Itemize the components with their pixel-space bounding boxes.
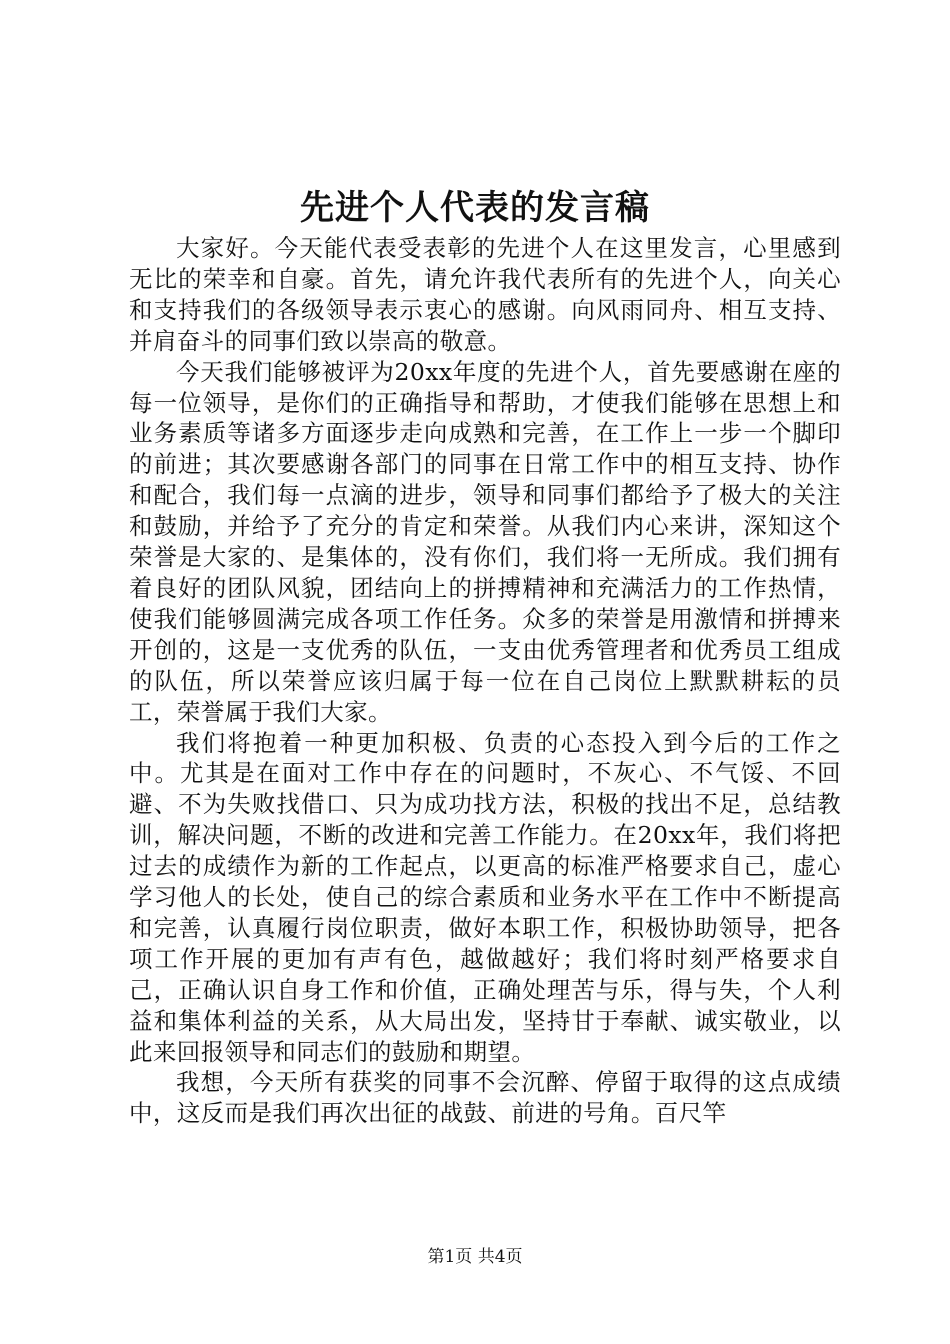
paragraph-1: 大家好。今天能代表受表彰的先进个人在这里发言，心里感到无比的荣幸和自豪。首先，请允许我代表所有的先进个人，向关心和支持我们的各级领导表示衷心的感谢。向风雨同舟、相互支持、并肩奋斗的同事们致以崇高的敬意。 [129, 234, 841, 355]
paragraph-3: 我们将抱着一种更加积极、负责的心态投入到今后的工作之中。尤其是在面对工作中存在的问题时，不灰心、不气馁、不回避、不为失败找借口、只为成功找方法，积极的找出不足，总结教训，解决问题，不断的改进和完善工作能力。在20xx年，我们将把过去的成绩作为新的工作起点，以更高的标准严格要求自己，虚心学习他人的长处，使自己的综合素质和业务水平在工作中不断提高和完善，认真履行岗位职责，做好本职工作，积极协助领导，把各项工作开展的更加有声有色，越做越好；我们将时刻严格要求自己，正确认识自身工作和价值，正确处理苦与乐，得与失，个人利益和集体利益的关系，从大局出发，坚持甘于奉献、诚实敬业，以此来回报领导和同志们的鼓励和期望。 [129, 728, 841, 1066]
paragraph-2: 今天我们能够被评为20xx年度的先进个人，首先要感谢在座的每一位领导，是你们的正确指导和帮助，才使我们能够在思想上和业务素质等诸多方面逐步走向成熟和完善，在工作上一步一个脚印的前进；其次要感谢各部门的同事在日常工作中的相互支持、协作和配合，我们每一点滴的进步，领导和同事们都给予了极大的关注和鼓励，并给予了充分的肯定和荣誉。从我们内心来讲，深知这个荣誉是大家的、是集体的，没有你们，我们将一无所成。我们拥有着良好的团队风貌，团结向上的拼搏精神和充满活力的工作热情，使我们能够圆满完成各项工作任务。众多的荣誉是用激情和拼搏来开创的，这是一支优秀的队伍，一支由优秀管理者和优秀员工组成的队伍，所以荣誉应该归属于每一位在自己岗位上默默耕耘的员工，荣誉属于我们大家。 [129, 357, 841, 726]
page-number-footer: 第1页 共4页 [427, 1247, 523, 1267]
document-title: 先进个人代表的发言稿 [300, 188, 650, 228]
document-body [129, 233, 841, 1129]
paragraph-4: 我想，今天所有获奖的同事不会沉醉、停留于取得的这点成绩中，这反而是我们再次出征的战鼓、前进的号角。百尺竿 [129, 1068, 841, 1128]
